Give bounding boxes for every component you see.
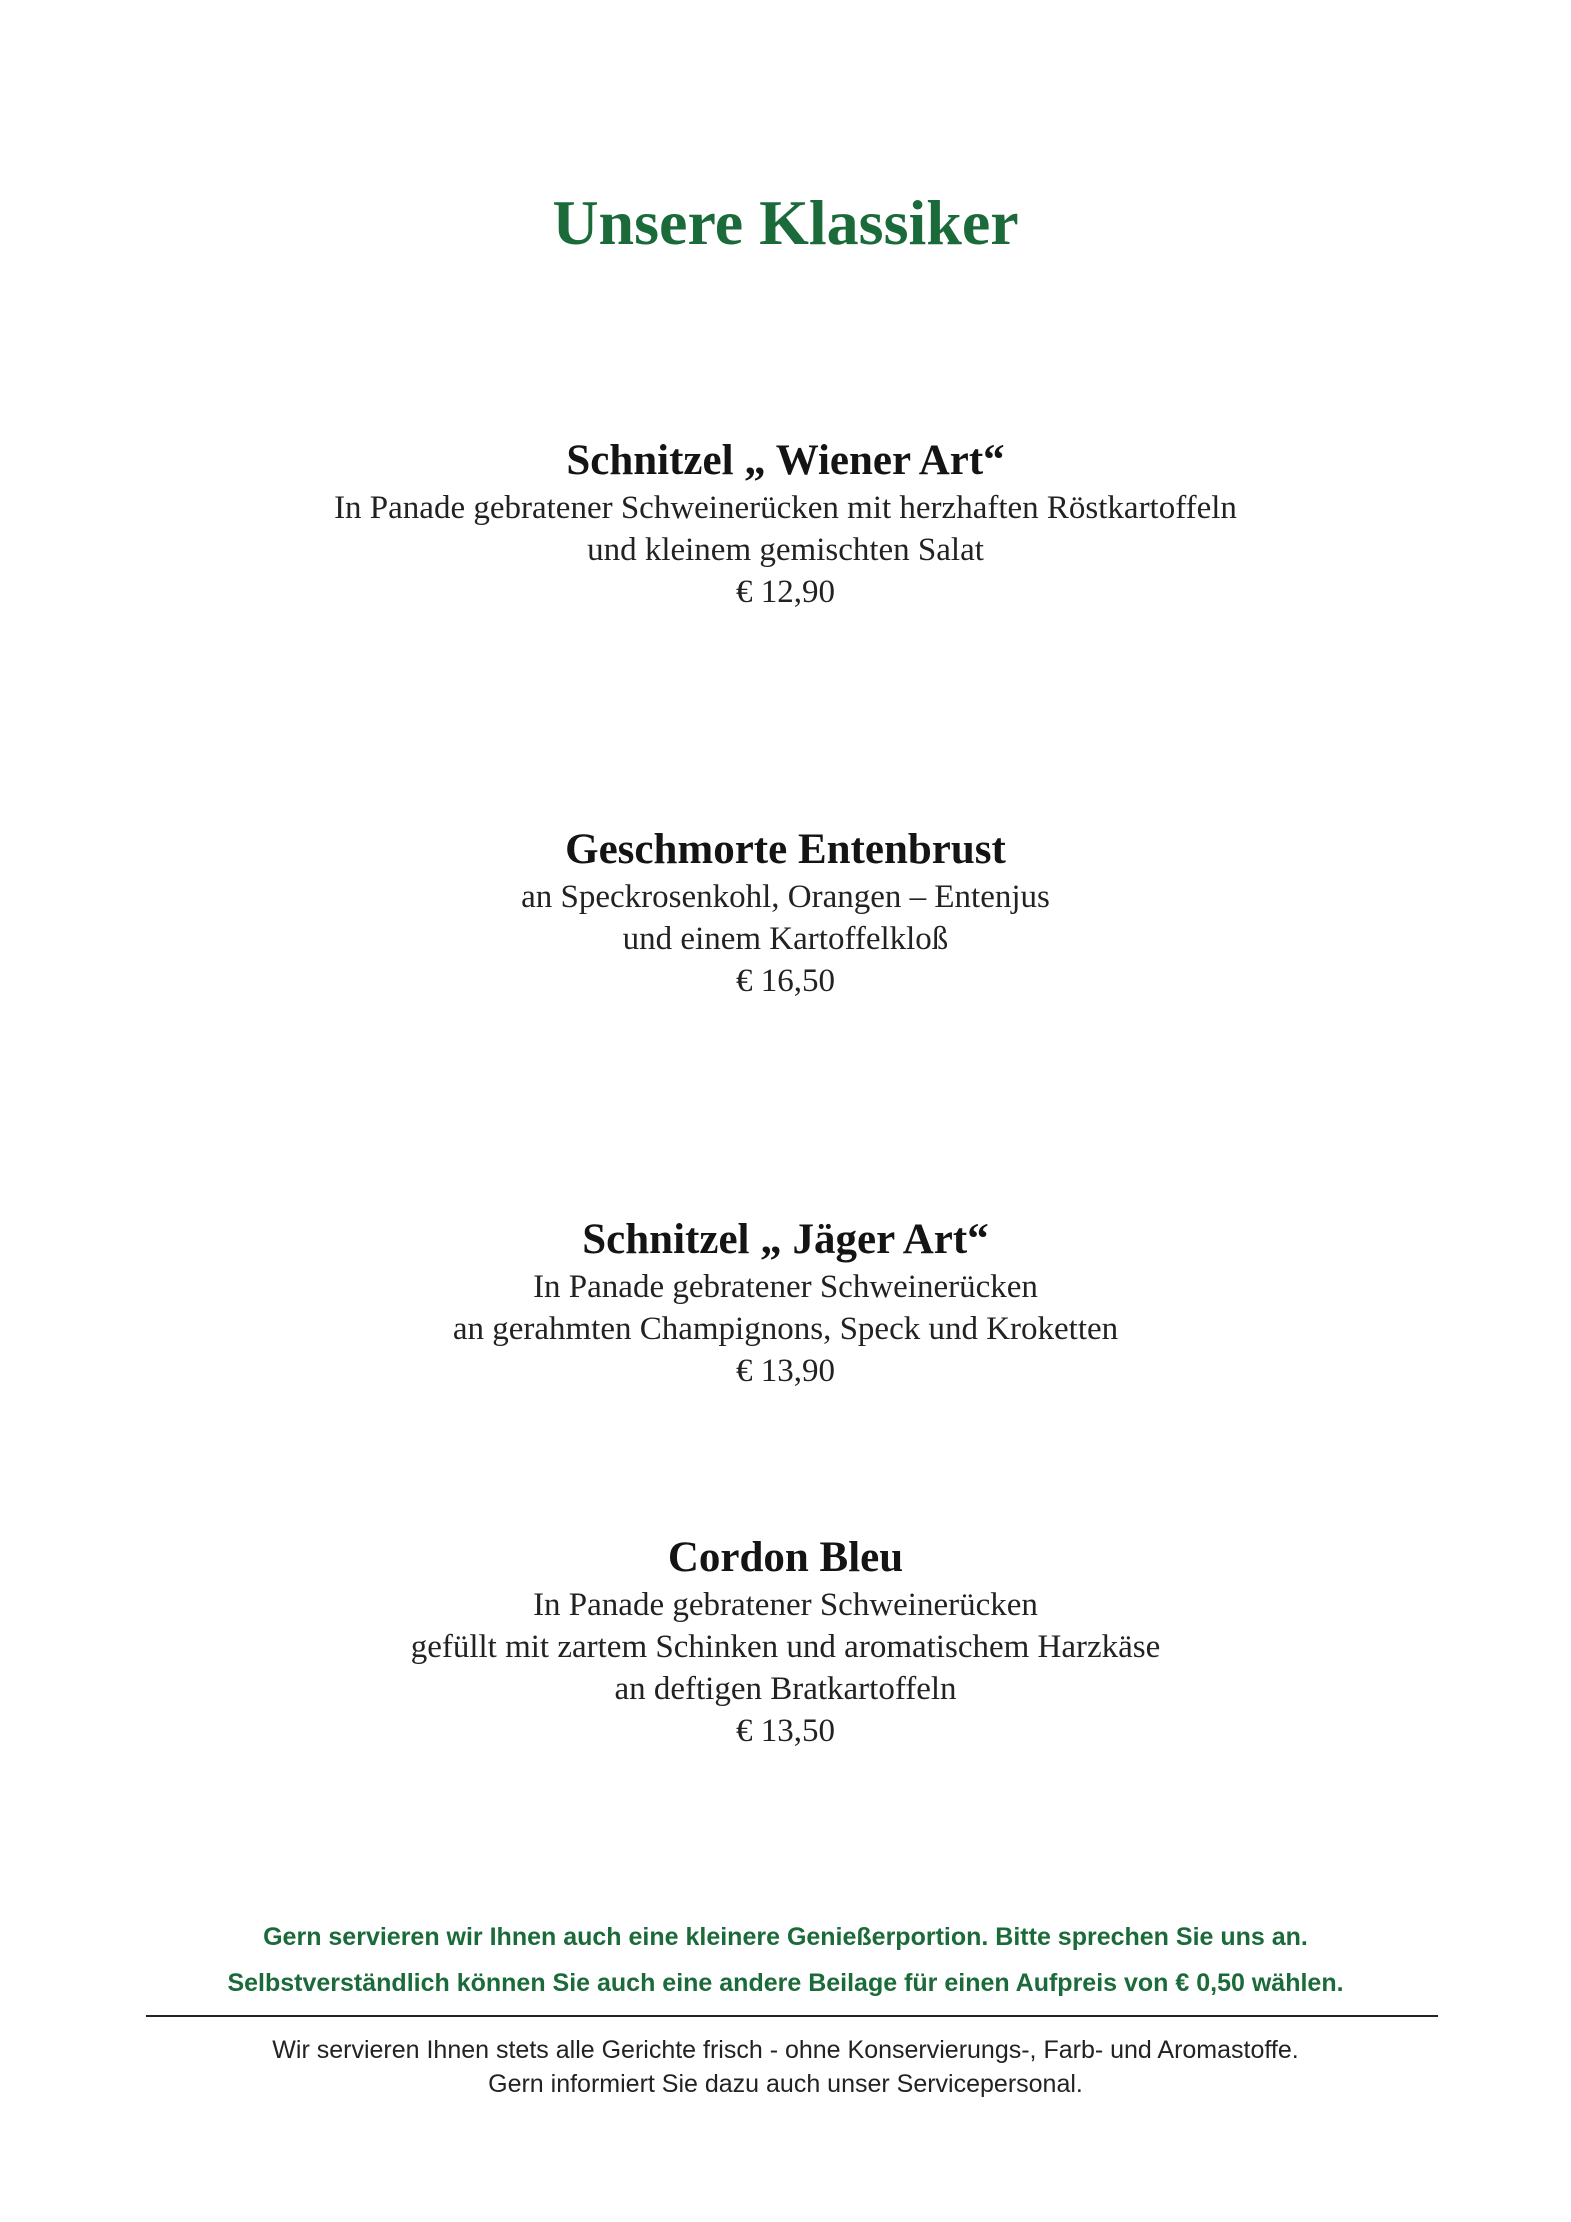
dish-description-line: an gerahmten Champignons, Speck und Kroketten bbox=[452, 1311, 1119, 1347]
portion-note: Gern servieren wir Ihnen auch eine kleinere Genießerportion. Bitte sprechen Sie uns an. bbox=[263, 1923, 1308, 1951]
dish-name: Schnitzel „ Jäger Art“ bbox=[582, 1216, 989, 1263]
dish-name: Geschmorte Entenbrust bbox=[565, 826, 1006, 873]
dish-name: Cordon Bleu bbox=[667, 1534, 904, 1581]
dish-price: € 16,50 bbox=[736, 963, 835, 999]
footer-text bbox=[0, 2033, 1571, 2101]
dish-description-line: und kleinem gemischten Salat bbox=[587, 532, 984, 568]
dish-description-line: In Panade gebratener Schweinerücken mit herzhaften Röstkartoffeln bbox=[334, 490, 1237, 526]
menu-item-cordon-bleu bbox=[0, 1532, 1571, 1752]
dish-description-line: In Panade gebratener Schweinerücken bbox=[533, 1269, 1038, 1305]
dish-description-line: an Speckrosenkohl, Orangen – Entenjus bbox=[521, 879, 1050, 915]
dish-price: € 13,90 bbox=[736, 1353, 835, 1389]
menu-item-geschmorte-entenbrust bbox=[0, 824, 1571, 1002]
dish-description-line: In Panade gebratener Schweinerücken bbox=[533, 1587, 1038, 1623]
dish-price: € 13,50 bbox=[736, 1713, 835, 1749]
menu-item-schnitzel-wiener-art bbox=[0, 435, 1571, 613]
dish-description-line: gefüllt mit zartem Schinken und aromatischem Harzkäse bbox=[410, 1629, 1161, 1665]
side-dish-note: Selbstverständlich können Sie auch eine andere Beilage für einen Aufpreis von € 0,50 wählen. bbox=[227, 1969, 1344, 1997]
dish-description-line: und einem Kartoffelkloß bbox=[622, 921, 949, 957]
dish-name: Schnitzel „ Wiener Art“ bbox=[566, 437, 1005, 484]
footer-line: Wir servieren Ihnen stets alle Gerichte frisch - ohne Konservierungs-, Farb- und Aromastoffe. bbox=[272, 2036, 1299, 2064]
menu-item-schnitzel-jaeger-art bbox=[0, 1214, 1571, 1392]
dish-description-line: an deftigen Bratkartoffeln bbox=[614, 1671, 957, 1707]
footer-line: Gern informiert Sie dazu auch unser Servicepersonal. bbox=[488, 2070, 1083, 2098]
footer-divider bbox=[146, 2015, 1438, 2017]
dish-price: € 12,90 bbox=[736, 574, 835, 610]
page-title: Unsere Klassiker bbox=[552, 187, 1019, 258]
